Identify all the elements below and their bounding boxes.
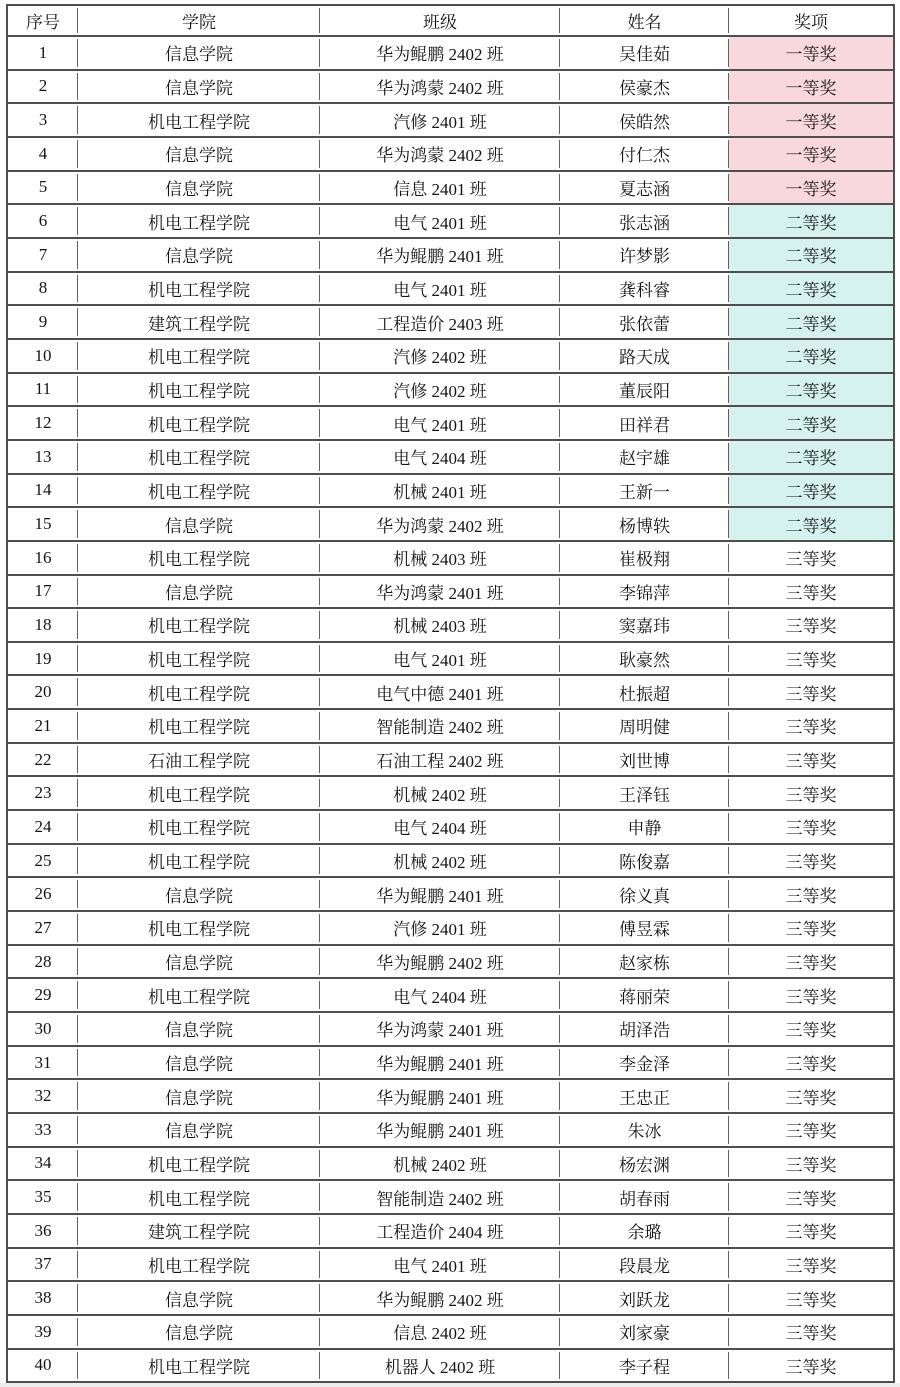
cell-index: 26 [8, 878, 78, 912]
cell-name: 陈俊嘉 [560, 845, 729, 879]
table-row [8, 542, 893, 576]
cell-index: 14 [8, 475, 78, 509]
table-row [8, 1215, 893, 1249]
cell-index: 1 [8, 37, 78, 71]
header-college: 学院 [78, 6, 320, 37]
cell-award: 三等奖 [729, 676, 893, 710]
header-index: 序号 [8, 6, 78, 37]
table-row [8, 475, 893, 509]
cell-award: 二等奖 [729, 306, 893, 340]
cell-name: 赵宇雄 [560, 441, 729, 475]
table-row [8, 340, 893, 374]
cell-award: 二等奖 [729, 407, 893, 441]
cell-name: 徐义真 [560, 878, 729, 912]
cell-class: 华为鸿蒙 2402 班 [320, 138, 560, 172]
table-row [8, 710, 893, 744]
cell-name: 胡泽浩 [560, 1013, 729, 1047]
cell-college: 机电工程学院 [78, 609, 320, 643]
cell-name: 李子程 [560, 1350, 729, 1381]
cell-award: 三等奖 [729, 1013, 893, 1047]
cell-class: 机械 2403 班 [320, 609, 560, 643]
table-row [8, 239, 893, 273]
cell-college: 信息学院 [78, 878, 320, 912]
cell-index: 16 [8, 542, 78, 576]
cell-index: 2 [8, 71, 78, 105]
cell-award: 三等奖 [729, 1215, 893, 1249]
cell-index: 27 [8, 912, 78, 946]
table-row [8, 306, 893, 340]
table-row [8, 407, 893, 441]
cell-name: 傅昱霖 [560, 912, 729, 946]
cell-name: 田祥君 [560, 407, 729, 441]
table-row [8, 1047, 893, 1081]
cell-class: 工程造价 2404 班 [320, 1215, 560, 1249]
cell-award: 二等奖 [729, 508, 893, 542]
table-row [8, 979, 893, 1013]
table-row [8, 1013, 893, 1047]
cell-class: 华为鸿蒙 2401 班 [320, 576, 560, 610]
cell-index: 19 [8, 643, 78, 677]
cell-index: 24 [8, 811, 78, 845]
header-class: 班级 [320, 6, 560, 37]
cell-name: 李锦萍 [560, 576, 729, 610]
cell-award: 三等奖 [729, 1282, 893, 1316]
cell-award: 三等奖 [729, 1114, 893, 1148]
cell-name: 蒋丽荣 [560, 979, 729, 1013]
table-row [8, 946, 893, 980]
cell-class: 机械 2402 班 [320, 1148, 560, 1182]
cell-college: 信息学院 [78, 37, 320, 71]
table-row [8, 1181, 893, 1215]
cell-award: 二等奖 [729, 273, 893, 307]
table-row [8, 441, 893, 475]
cell-name: 杨宏渊 [560, 1148, 729, 1182]
cell-name: 胡春雨 [560, 1181, 729, 1215]
table-row [8, 845, 893, 879]
cell-college: 机电工程学院 [78, 710, 320, 744]
cell-index: 32 [8, 1080, 78, 1114]
table-row [8, 37, 893, 71]
cell-name: 朱冰 [560, 1114, 729, 1148]
cell-college: 机电工程学院 [78, 811, 320, 845]
cell-college: 信息学院 [78, 1047, 320, 1081]
cell-college: 机电工程学院 [78, 979, 320, 1013]
cell-college: 信息学院 [78, 576, 320, 610]
cell-name: 王泽钰 [560, 777, 729, 811]
table-row [8, 912, 893, 946]
cell-class: 电气 2404 班 [320, 811, 560, 845]
cell-index: 12 [8, 407, 78, 441]
cell-class: 华为鸿蒙 2402 班 [320, 71, 560, 105]
cell-college: 机电工程学院 [78, 273, 320, 307]
cell-index: 25 [8, 845, 78, 879]
cell-class: 华为鲲鹏 2402 班 [320, 1282, 560, 1316]
table-row [8, 205, 893, 239]
cell-class: 华为鲲鹏 2401 班 [320, 239, 560, 273]
cell-name: 侯皓然 [560, 104, 729, 138]
cell-name: 杨博轶 [560, 508, 729, 542]
cell-college: 机电工程学院 [78, 1181, 320, 1215]
cell-award: 一等奖 [729, 37, 893, 71]
cell-college: 机电工程学院 [78, 205, 320, 239]
cell-index: 35 [8, 1181, 78, 1215]
cell-award: 三等奖 [729, 1080, 893, 1114]
cell-class: 智能制造 2402 班 [320, 1181, 560, 1215]
cell-class: 汽修 2401 班 [320, 912, 560, 946]
cell-award: 三等奖 [729, 1047, 893, 1081]
cell-index: 13 [8, 441, 78, 475]
cell-index: 7 [8, 239, 78, 273]
cell-name: 龚科睿 [560, 273, 729, 307]
cell-award: 三等奖 [729, 845, 893, 879]
cell-college: 信息学院 [78, 71, 320, 105]
cell-class: 信息 2402 班 [320, 1316, 560, 1350]
cell-index: 22 [8, 744, 78, 778]
cell-college: 机电工程学院 [78, 643, 320, 677]
cell-index: 21 [8, 710, 78, 744]
cell-award: 一等奖 [729, 104, 893, 138]
cell-college: 信息学院 [78, 239, 320, 273]
cell-class: 电气中德 2401 班 [320, 676, 560, 710]
cell-name: 刘家豪 [560, 1316, 729, 1350]
cell-class: 华为鲲鹏 2401 班 [320, 878, 560, 912]
cell-college: 机电工程学院 [78, 542, 320, 576]
cell-class: 工程造价 2403 班 [320, 306, 560, 340]
cell-college: 机电工程学院 [78, 845, 320, 879]
cell-award: 三等奖 [729, 811, 893, 845]
cell-name: 侯豪杰 [560, 71, 729, 105]
table-row [8, 643, 893, 677]
cell-index: 38 [8, 1282, 78, 1316]
cell-name: 路天成 [560, 340, 729, 374]
cell-class: 机器人 2402 班 [320, 1350, 560, 1381]
cell-award: 三等奖 [729, 912, 893, 946]
cell-name: 王忠正 [560, 1080, 729, 1114]
cell-name: 张志涵 [560, 205, 729, 239]
cell-class: 华为鸿蒙 2402 班 [320, 508, 560, 542]
cell-name: 申静 [560, 811, 729, 845]
cell-class: 机械 2403 班 [320, 542, 560, 576]
table-row [8, 744, 893, 778]
cell-index: 30 [8, 1013, 78, 1047]
cell-award: 三等奖 [729, 710, 893, 744]
header-award: 奖项 [729, 6, 893, 37]
cell-class: 电气 2401 班 [320, 205, 560, 239]
cell-college: 建筑工程学院 [78, 306, 320, 340]
cell-index: 3 [8, 104, 78, 138]
cell-class: 华为鲲鹏 2402 班 [320, 37, 560, 71]
table-row [8, 71, 893, 105]
cell-class: 机械 2402 班 [320, 845, 560, 879]
cell-class: 电气 2404 班 [320, 979, 560, 1013]
header-name: 姓名 [560, 6, 729, 37]
cell-class: 信息 2401 班 [320, 172, 560, 206]
table-row [8, 1316, 893, 1350]
cell-name: 余璐 [560, 1215, 729, 1249]
table-row [8, 273, 893, 307]
cell-award: 三等奖 [729, 878, 893, 912]
cell-college: 信息学院 [78, 172, 320, 206]
cell-name: 吴佳茹 [560, 37, 729, 71]
table-body [8, 37, 893, 1381]
cell-college: 机电工程学院 [78, 1350, 320, 1381]
cell-index: 4 [8, 138, 78, 172]
cell-class: 汽修 2402 班 [320, 340, 560, 374]
cell-award: 二等奖 [729, 340, 893, 374]
cell-class: 电气 2404 班 [320, 441, 560, 475]
table-row [8, 172, 893, 206]
cell-name: 董辰阳 [560, 374, 729, 408]
cell-award: 二等奖 [729, 205, 893, 239]
cell-name: 王新一 [560, 475, 729, 509]
cell-index: 5 [8, 172, 78, 206]
cell-index: 40 [8, 1350, 78, 1381]
table-row [8, 1114, 893, 1148]
cell-class: 华为鸿蒙 2401 班 [320, 1013, 560, 1047]
cell-class: 华为鲲鹏 2401 班 [320, 1080, 560, 1114]
cell-index: 28 [8, 946, 78, 980]
cell-college: 信息学院 [78, 138, 320, 172]
cell-college: 机电工程学院 [78, 1249, 320, 1283]
cell-index: 36 [8, 1215, 78, 1249]
cell-class: 华为鲲鹏 2401 班 [320, 1047, 560, 1081]
cell-index: 15 [8, 508, 78, 542]
table-row [8, 1249, 893, 1283]
cell-name: 刘世博 [560, 744, 729, 778]
table-row [8, 878, 893, 912]
cell-name: 耿豪然 [560, 643, 729, 677]
cell-college: 信息学院 [78, 1282, 320, 1316]
cell-award: 三等奖 [729, 946, 893, 980]
cell-award: 二等奖 [729, 239, 893, 273]
cell-class: 机械 2402 班 [320, 777, 560, 811]
cell-college: 信息学院 [78, 946, 320, 980]
table-row [8, 374, 893, 408]
table-row [8, 138, 893, 172]
award-table [6, 4, 895, 1383]
cell-index: 8 [8, 273, 78, 307]
cell-name: 周明健 [560, 710, 729, 744]
cell-college: 信息学院 [78, 508, 320, 542]
cell-name: 刘跃龙 [560, 1282, 729, 1316]
cell-class: 电气 2401 班 [320, 1249, 560, 1283]
cell-name: 窦嘉玮 [560, 609, 729, 643]
cell-class: 华为鲲鹏 2401 班 [320, 1114, 560, 1148]
cell-class: 机械 2401 班 [320, 475, 560, 509]
table-row [8, 811, 893, 845]
cell-college: 机电工程学院 [78, 374, 320, 408]
cell-college: 信息学院 [78, 1316, 320, 1350]
cell-college: 机电工程学院 [78, 1148, 320, 1182]
cell-college: 机电工程学院 [78, 912, 320, 946]
cell-award: 一等奖 [729, 172, 893, 206]
cell-college: 建筑工程学院 [78, 1215, 320, 1249]
cell-name: 夏志涵 [560, 172, 729, 206]
table-row [8, 676, 893, 710]
cell-index: 39 [8, 1316, 78, 1350]
cell-award: 三等奖 [729, 1316, 893, 1350]
cell-class: 石油工程 2402 班 [320, 744, 560, 778]
cell-award: 三等奖 [729, 576, 893, 610]
cell-index: 20 [8, 676, 78, 710]
cell-award: 二等奖 [729, 475, 893, 509]
cell-award: 三等奖 [729, 609, 893, 643]
cell-name: 付仁杰 [560, 138, 729, 172]
cell-college: 机电工程学院 [78, 777, 320, 811]
cell-award: 三等奖 [729, 542, 893, 576]
table-row [8, 1282, 893, 1316]
table-row [8, 508, 893, 542]
cell-college: 机电工程学院 [78, 340, 320, 374]
cell-name: 崔极翔 [560, 542, 729, 576]
cell-class: 电气 2401 班 [320, 407, 560, 441]
table-row [8, 1350, 893, 1381]
cell-index: 31 [8, 1047, 78, 1081]
cell-college: 信息学院 [78, 1080, 320, 1114]
cell-class: 智能制造 2402 班 [320, 710, 560, 744]
cell-award: 三等奖 [785, 1357, 837, 1377]
cell-name: 段晨龙 [560, 1249, 729, 1283]
cell-award: 三等奖 [729, 643, 893, 677]
cell-index: 34 [8, 1148, 78, 1182]
cell-college: 机电工程学院 [78, 475, 320, 509]
cell-college: 石油工程学院 [78, 744, 320, 778]
cell-index: 6 [8, 205, 78, 239]
cell-index: 18 [8, 609, 78, 643]
cell-award: 三等奖 [729, 979, 893, 1013]
cell-index: 9 [8, 306, 78, 340]
table-row [8, 777, 893, 811]
cell-name: 张依蕾 [560, 306, 729, 340]
cell-college: 机电工程学院 [78, 104, 320, 138]
cell-college: 信息学院 [78, 1013, 320, 1047]
cell-index: 33 [8, 1114, 78, 1148]
cell-award: 三等奖 [729, 1148, 893, 1182]
cell-index: 17 [8, 576, 78, 610]
cell-index: 37 [8, 1249, 78, 1283]
cell-class: 汽修 2402 班 [320, 374, 560, 408]
cell-college: 机电工程学院 [78, 407, 320, 441]
cell-college: 机电工程学院 [78, 441, 320, 475]
cell-class: 汽修 2401 班 [320, 104, 560, 138]
cell-class: 华为鲲鹏 2402 班 [320, 946, 560, 980]
cell-index: 10 [8, 340, 78, 374]
cell-name: 赵家栋 [560, 946, 729, 980]
cell-name: 李金泽 [560, 1047, 729, 1081]
cell-class: 电气 2401 班 [320, 643, 560, 677]
cell-award: 三等奖 [729, 1249, 893, 1283]
cell-index: 23 [8, 777, 78, 811]
cell-award: 一等奖 [729, 138, 893, 172]
table-row [8, 1148, 893, 1182]
cell-name: 杜振超 [560, 676, 729, 710]
table-row [8, 576, 893, 610]
cell-award: 三等奖 [729, 744, 893, 778]
table-header-row [8, 6, 893, 37]
cell-award: 一等奖 [729, 71, 893, 105]
cell-college: 机电工程学院 [78, 676, 320, 710]
cell-name: 许梦影 [560, 239, 729, 273]
cell-class: 电气 2401 班 [320, 273, 560, 307]
cell-award: 二等奖 [729, 374, 893, 408]
cell-college: 信息学院 [78, 1114, 320, 1148]
table-row [8, 104, 893, 138]
table-row [8, 1080, 893, 1114]
cell-index: 11 [8, 374, 78, 408]
cell-index: 29 [8, 979, 78, 1013]
cell-award: 二等奖 [729, 441, 893, 475]
cell-award: 三等奖 [729, 777, 893, 811]
cell-award: 三等奖 [729, 1181, 893, 1215]
table-row [8, 609, 893, 643]
